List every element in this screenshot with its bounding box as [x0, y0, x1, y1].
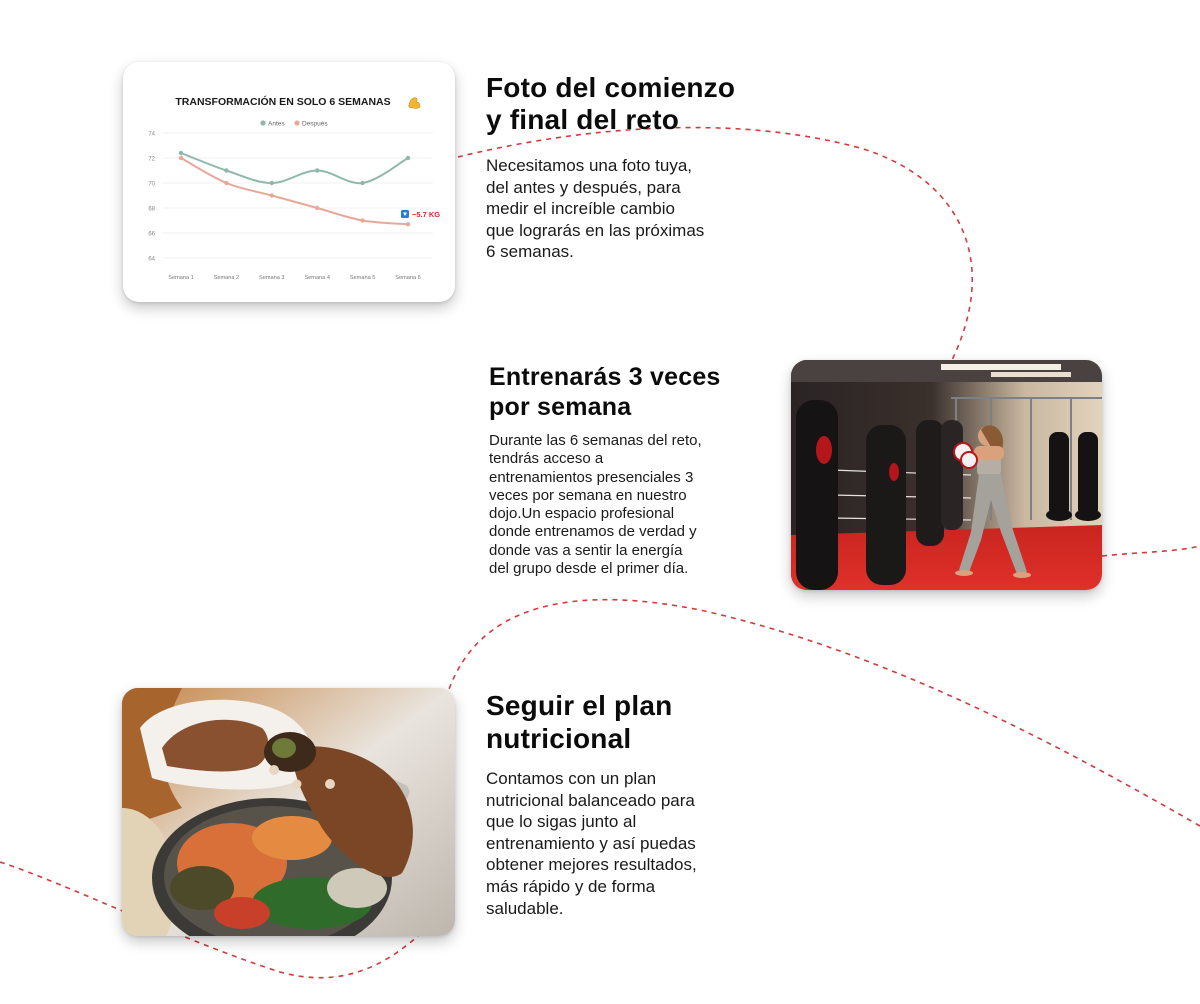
body-line: entrenamientos presenciales 3 [489, 468, 694, 486]
body-line: del antes y después, para [486, 177, 681, 197]
transformation-chart-card [123, 62, 455, 302]
section-title-nutrition [486, 689, 756, 755]
body-line: entrenamiento y así puedas [486, 833, 696, 853]
chart-title: TRANSFORMACIÓN EN SOLO 6 SEMANAS [175, 96, 391, 108]
x-axis-ticks [168, 275, 421, 281]
annotation-text: −5.7 KG [412, 210, 441, 219]
section-nutrition [486, 689, 756, 919]
section-body-training [489, 432, 749, 578]
title-line-2: y final del reto [486, 103, 680, 135]
y-tick-label: 66 [148, 231, 155, 238]
chart-series [179, 151, 410, 227]
body-line: donde vas a sentir la energía [489, 541, 683, 559]
legend-label-antes: Antes [268, 120, 285, 128]
body-line: tendrás acceso a [489, 450, 604, 468]
y-tick-label: 70 [148, 181, 155, 188]
series-point-0 [406, 156, 410, 160]
series-line-1 [181, 158, 408, 224]
body-line: nutricional balanceado para [486, 790, 695, 810]
body-line: Necesitamos una foto tuya, [486, 156, 693, 176]
body-line: dojo.Un espacio profesional [489, 505, 675, 523]
series-point-1 [270, 193, 274, 197]
title-line-1: Foto del comienzo [486, 72, 736, 103]
series-point-0 [270, 181, 274, 185]
body-line: del grupo desde el primer día. [489, 560, 689, 578]
series-point-0 [179, 151, 183, 155]
body-line: donde entrenamos de verdad y [489, 523, 697, 541]
series-point-0 [224, 168, 228, 172]
body-line: más rápido y de forma [486, 876, 656, 896]
legend-label-despues: Después [302, 120, 328, 128]
section-training [489, 362, 749, 578]
x-tick-label: Semana 2 [213, 275, 240, 281]
title-line-1: Seguir el plan [486, 690, 673, 721]
weight-loss-annotation [401, 210, 440, 219]
series-point-1 [315, 206, 319, 210]
series-point-0 [360, 181, 364, 185]
title-line-1: Entrenarás 3 veces [489, 363, 721, 391]
x-tick-label: Semana 5 [349, 275, 376, 281]
y-tick-label: 64 [148, 256, 155, 263]
series-line-0 [181, 153, 408, 183]
body-line: medir el increíble cambio [486, 199, 675, 219]
body-line: obtener mejores resultados, [486, 855, 697, 875]
body-line: veces por semana en nuestro [489, 486, 687, 504]
series-point-1 [406, 222, 410, 226]
section-photo-start-end [486, 72, 776, 263]
x-tick-label: Semana 1 [168, 275, 194, 281]
transformation-chart [123, 62, 455, 302]
y-tick-label: 74 [148, 131, 155, 138]
flexed-biceps-icon [409, 98, 420, 109]
healthy-food-illustration [122, 688, 455, 936]
y-tick-label: 72 [148, 156, 155, 163]
title-line-2: nutricional [486, 723, 632, 754]
section-title-photo [486, 72, 776, 135]
series-point-1 [179, 156, 183, 160]
section-title-training [489, 362, 749, 422]
legend-swatch-despues [294, 120, 299, 125]
body-line: Contamos con un plan [486, 769, 657, 788]
x-tick-label: Semana 4 [304, 275, 330, 281]
chart-legend [260, 120, 328, 127]
y-axis-ticks [148, 132, 155, 263]
x-tick-label: Semana 6 [395, 275, 421, 281]
boxing-gym-illustration [791, 360, 1102, 590]
title-line-2: por semana [489, 393, 632, 421]
series-point-1 [360, 218, 364, 222]
series-point-1 [224, 181, 228, 185]
body-line: que lograrás en las próximas [486, 220, 705, 240]
boxing-gym-photo [791, 360, 1102, 590]
body-line: Durante las 6 semanas del reto, [489, 432, 702, 449]
section-body-nutrition [486, 768, 756, 919]
chart-grid [163, 133, 433, 258]
body-line: que lo sigas junto al [486, 812, 637, 832]
body-line: saludable. [486, 898, 564, 918]
section-body-photo [486, 155, 776, 263]
legend-swatch-antes [260, 120, 265, 125]
y-tick-label: 68 [148, 206, 155, 213]
series-point-0 [315, 168, 319, 172]
x-tick-label: Semana 3 [259, 275, 285, 281]
body-line: 6 semanas. [486, 242, 574, 262]
healthy-food-photo [122, 688, 455, 936]
